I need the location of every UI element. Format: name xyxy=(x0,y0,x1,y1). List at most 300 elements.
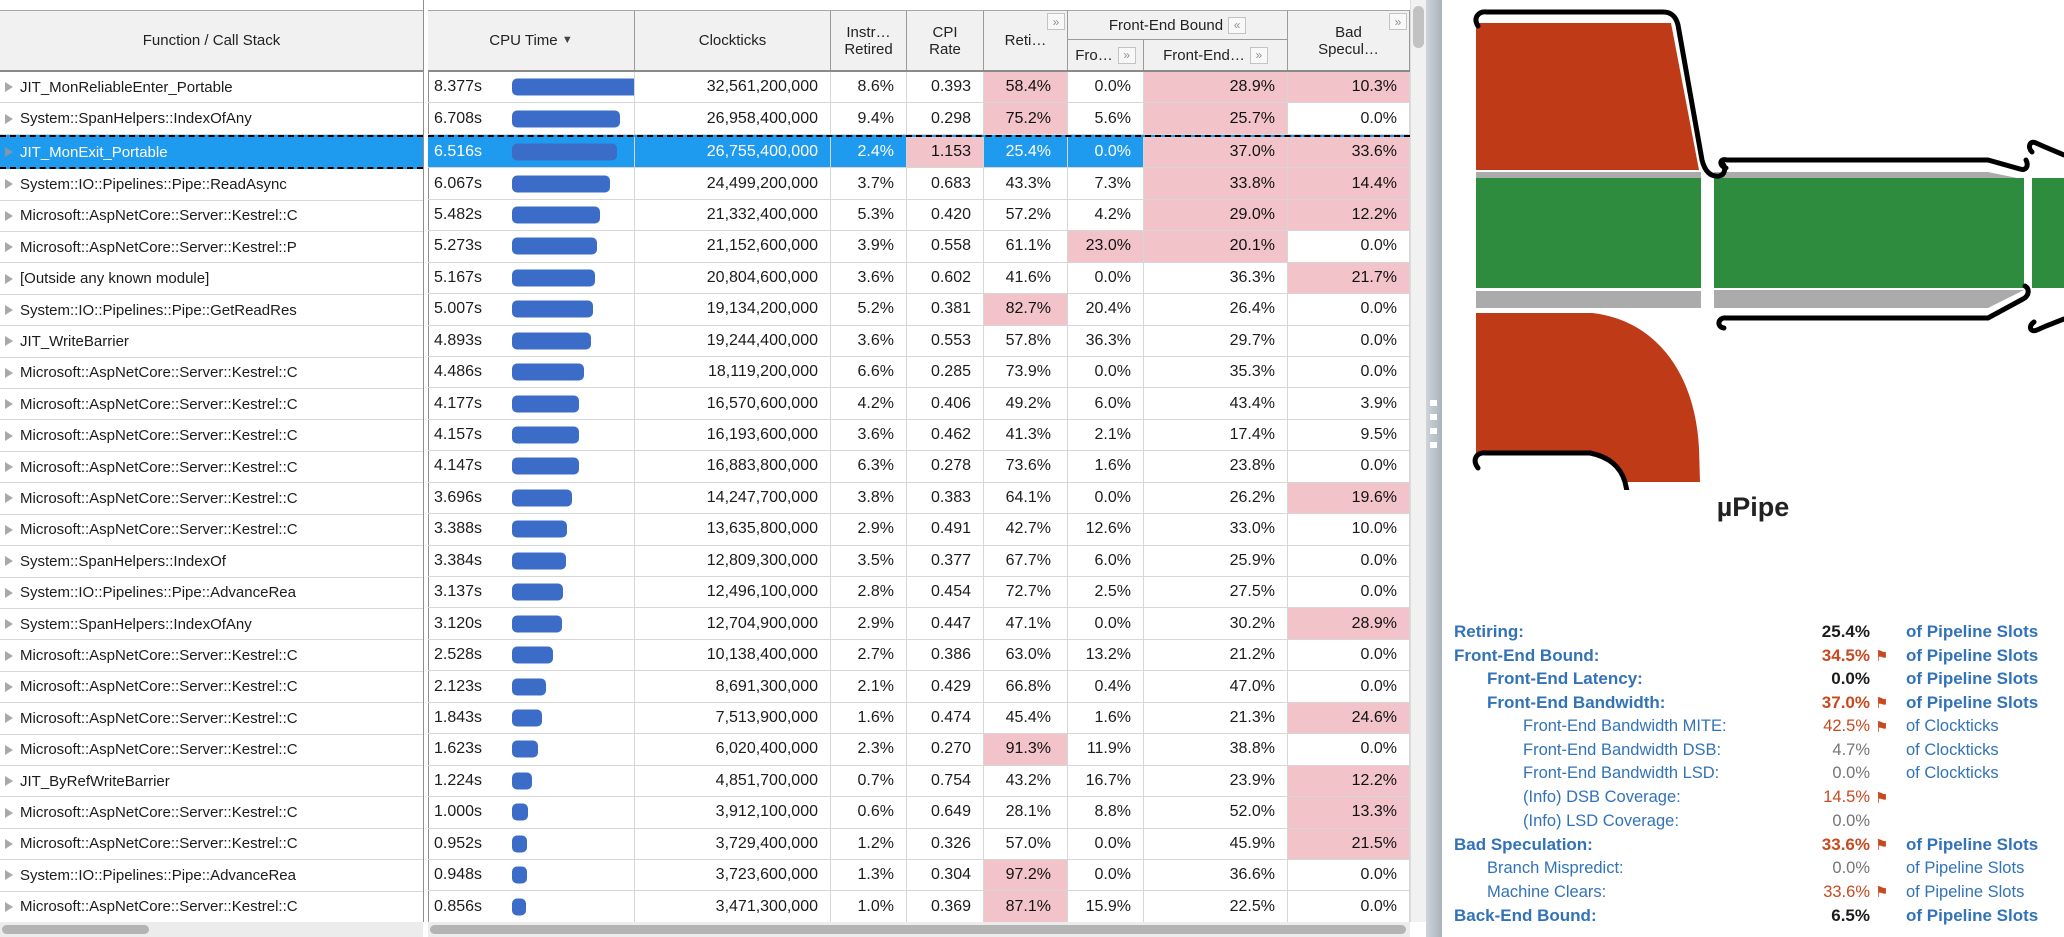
grid-hscrollbar[interactable] xyxy=(428,922,1410,937)
column-header-instructions-retired[interactable] xyxy=(831,11,907,70)
cell-cpu-time[interactable] xyxy=(428,829,635,859)
cell-instructions-retired[interactable] xyxy=(831,766,907,796)
cell-instructions-retired[interactable] xyxy=(831,891,907,921)
column-header-cpi-rate[interactable] xyxy=(907,11,984,70)
row-expander-icon[interactable] xyxy=(5,808,13,818)
cell-clockticks[interactable] xyxy=(635,546,831,576)
column-header-bad-speculation[interactable] xyxy=(1288,11,1410,70)
cell-fe-latency[interactable] xyxy=(1068,357,1144,387)
row-expander-icon[interactable] xyxy=(5,368,13,378)
function-row[interactable] xyxy=(0,420,423,451)
grid-vscrollbar-thumb[interactable] xyxy=(1413,6,1424,48)
cell-bad-speculation[interactable] xyxy=(1288,200,1410,230)
column-header-fe-latency[interactable] xyxy=(1068,40,1144,70)
cell-instructions-retired[interactable] xyxy=(831,231,907,261)
function-row[interactable] xyxy=(0,735,423,766)
cell-fe-latency[interactable] xyxy=(1068,829,1144,859)
row-expander-icon[interactable] xyxy=(5,713,13,723)
cell-instructions-retired[interactable] xyxy=(831,326,907,356)
cell-clockticks[interactable] xyxy=(635,703,831,733)
cell-cpu-time[interactable] xyxy=(428,357,635,387)
cell-fe-latency[interactable] xyxy=(1068,546,1144,576)
cell-instructions-retired[interactable] xyxy=(831,829,907,859)
cell-clockticks[interactable] xyxy=(635,797,831,827)
row-expander-icon[interactable] xyxy=(5,839,13,849)
cell-clockticks[interactable] xyxy=(635,72,831,102)
row-expander-icon[interactable] xyxy=(5,82,13,92)
cell-clockticks[interactable] xyxy=(635,577,831,607)
row-expander-icon[interactable] xyxy=(5,336,13,346)
cell-instructions-retired[interactable] xyxy=(831,200,907,230)
cell-fe-latency[interactable] xyxy=(1068,483,1144,513)
cell-retiring[interactable] xyxy=(984,357,1068,387)
cell-bad-speculation[interactable] xyxy=(1288,420,1410,450)
cell-cpi-rate[interactable] xyxy=(907,514,984,544)
row-expander-icon[interactable] xyxy=(5,305,13,315)
cell-fe-latency[interactable] xyxy=(1068,640,1144,670)
row-expander-icon[interactable] xyxy=(5,745,13,755)
cell-clockticks[interactable] xyxy=(635,263,831,293)
cell-bad-speculation[interactable] xyxy=(1288,860,1410,890)
cell-fe-latency[interactable] xyxy=(1068,263,1144,293)
cell-clockticks[interactable] xyxy=(635,671,831,701)
cell-retiring[interactable] xyxy=(984,326,1068,356)
cell-cpi-rate[interactable] xyxy=(907,103,984,133)
cell-fe-bandwidth[interactable] xyxy=(1144,263,1288,293)
row-expander-icon[interactable] xyxy=(5,619,13,629)
data-row[interactable] xyxy=(428,734,1410,765)
function-row[interactable] xyxy=(0,703,423,734)
cell-instructions-retired[interactable] xyxy=(831,294,907,324)
function-row[interactable] xyxy=(0,295,423,326)
cell-clockticks[interactable] xyxy=(635,608,831,638)
function-row[interactable] xyxy=(0,578,423,609)
function-row[interactable] xyxy=(0,169,423,200)
cell-bad-speculation[interactable] xyxy=(1288,514,1410,544)
function-row[interactable] xyxy=(0,326,423,357)
cell-fe-latency[interactable] xyxy=(1068,703,1144,733)
cell-cpu-time[interactable] xyxy=(428,326,635,356)
row-expander-icon[interactable] xyxy=(5,274,13,284)
cell-cpu-time[interactable] xyxy=(428,703,635,733)
data-row[interactable] xyxy=(428,72,1410,103)
data-row[interactable] xyxy=(428,326,1410,357)
cell-cpi-rate[interactable] xyxy=(907,891,984,921)
cell-retiring[interactable] xyxy=(984,734,1068,764)
column-header-function[interactable] xyxy=(0,11,423,72)
row-expander-icon[interactable] xyxy=(5,556,13,566)
cell-cpi-rate[interactable] xyxy=(907,388,984,418)
cell-clockticks[interactable] xyxy=(635,103,831,133)
cell-instructions-retired[interactable] xyxy=(831,640,907,670)
cell-bad-speculation[interactable] xyxy=(1288,451,1410,481)
row-expander-icon[interactable] xyxy=(5,462,13,472)
cell-retiring[interactable] xyxy=(984,388,1068,418)
data-row[interactable] xyxy=(428,451,1410,482)
cell-fe-bandwidth[interactable] xyxy=(1144,137,1288,167)
cell-clockticks[interactable] xyxy=(635,891,831,921)
cell-retiring[interactable] xyxy=(984,168,1068,198)
cell-cpi-rate[interactable] xyxy=(907,263,984,293)
function-row[interactable] xyxy=(0,797,423,828)
data-row[interactable] xyxy=(428,546,1410,577)
function-row[interactable] xyxy=(0,609,423,640)
cell-cpi-rate[interactable] xyxy=(907,640,984,670)
cell-retiring[interactable] xyxy=(984,797,1068,827)
cell-cpu-time[interactable] xyxy=(428,671,635,701)
cell-cpi-rate[interactable] xyxy=(907,860,984,890)
cell-clockticks[interactable] xyxy=(635,860,831,890)
cell-fe-latency[interactable] xyxy=(1068,294,1144,324)
cell-instructions-retired[interactable] xyxy=(831,608,907,638)
data-row[interactable] xyxy=(428,231,1410,262)
cell-fe-bandwidth[interactable] xyxy=(1144,703,1288,733)
cell-instructions-retired[interactable] xyxy=(831,451,907,481)
cell-cpu-time[interactable] xyxy=(428,388,635,418)
function-row[interactable] xyxy=(0,546,423,577)
column-header-clockticks[interactable] xyxy=(635,11,831,70)
cell-bad-speculation[interactable] xyxy=(1288,137,1410,167)
row-expander-icon[interactable] xyxy=(5,431,13,441)
cell-clockticks[interactable] xyxy=(635,766,831,796)
cell-cpi-rate[interactable] xyxy=(907,546,984,576)
cell-cpi-rate[interactable] xyxy=(907,326,984,356)
cell-bad-speculation[interactable] xyxy=(1288,357,1410,387)
data-row[interactable] xyxy=(428,860,1410,891)
cell-fe-bandwidth[interactable] xyxy=(1144,766,1288,796)
function-row[interactable] xyxy=(0,672,423,703)
function-row[interactable] xyxy=(0,263,423,294)
cell-cpi-rate[interactable] xyxy=(907,200,984,230)
cell-clockticks[interactable] xyxy=(635,294,831,324)
cell-fe-latency[interactable] xyxy=(1068,734,1144,764)
cell-cpi-rate[interactable] xyxy=(907,420,984,450)
cell-instructions-retired[interactable] xyxy=(831,797,907,827)
cell-bad-speculation[interactable] xyxy=(1288,326,1410,356)
cell-retiring[interactable] xyxy=(984,891,1068,921)
data-row[interactable] xyxy=(428,703,1410,734)
cell-fe-bandwidth[interactable] xyxy=(1144,72,1288,102)
cell-cpi-rate[interactable] xyxy=(907,483,984,513)
cell-fe-bandwidth[interactable] xyxy=(1144,577,1288,607)
function-row[interactable] xyxy=(0,766,423,797)
cell-bad-speculation[interactable] xyxy=(1288,640,1410,670)
row-expander-icon[interactable] xyxy=(5,651,13,661)
cell-cpu-time[interactable] xyxy=(428,451,635,481)
cell-cpi-rate[interactable] xyxy=(907,577,984,607)
row-expander-icon[interactable] xyxy=(5,114,13,124)
pane-splitter[interactable] xyxy=(1426,0,1442,937)
cell-cpu-time[interactable] xyxy=(428,168,635,198)
data-row[interactable] xyxy=(428,766,1410,797)
cell-cpi-rate[interactable] xyxy=(907,734,984,764)
data-row[interactable] xyxy=(428,514,1410,545)
cell-fe-bandwidth[interactable] xyxy=(1144,231,1288,261)
cell-bad-speculation[interactable] xyxy=(1288,72,1410,102)
cell-clockticks[interactable] xyxy=(635,451,831,481)
grid-hscrollbar-thumb[interactable] xyxy=(430,925,1406,934)
cell-fe-latency[interactable] xyxy=(1068,326,1144,356)
cell-cpi-rate[interactable] xyxy=(907,357,984,387)
cell-fe-latency[interactable] xyxy=(1068,766,1144,796)
row-expander-icon[interactable] xyxy=(5,242,13,252)
function-row[interactable] xyxy=(0,483,423,514)
cell-cpu-time[interactable] xyxy=(428,577,635,607)
expand-retiring-icon[interactable]: » xyxy=(1047,13,1065,30)
cell-retiring[interactable] xyxy=(984,640,1068,670)
cell-cpi-rate[interactable] xyxy=(907,294,984,324)
cell-cpi-rate[interactable] xyxy=(907,451,984,481)
cell-retiring[interactable] xyxy=(984,671,1068,701)
cell-fe-bandwidth[interactable] xyxy=(1144,168,1288,198)
column-header-retiring[interactable] xyxy=(984,11,1068,70)
row-expander-icon[interactable] xyxy=(5,870,13,880)
cell-bad-speculation[interactable] xyxy=(1288,483,1410,513)
expand-bad-spec-icon[interactable]: » xyxy=(1389,13,1407,30)
cell-bad-speculation[interactable] xyxy=(1288,294,1410,324)
data-row[interactable] xyxy=(428,103,1410,134)
cell-retiring[interactable] xyxy=(984,200,1068,230)
function-row[interactable] xyxy=(0,389,423,420)
cell-fe-bandwidth[interactable] xyxy=(1144,860,1288,890)
cell-clockticks[interactable] xyxy=(635,200,831,230)
function-row[interactable] xyxy=(0,515,423,546)
cell-fe-bandwidth[interactable] xyxy=(1144,420,1288,450)
row-expander-icon[interactable] xyxy=(5,588,13,598)
cell-retiring[interactable] xyxy=(984,766,1068,796)
cell-retiring[interactable] xyxy=(984,829,1068,859)
cell-fe-bandwidth[interactable] xyxy=(1144,357,1288,387)
cell-instructions-retired[interactable] xyxy=(831,420,907,450)
cell-instructions-retired[interactable] xyxy=(831,546,907,576)
row-expander-icon[interactable] xyxy=(5,902,13,912)
cell-cpi-rate[interactable] xyxy=(907,168,984,198)
data-row[interactable] xyxy=(428,829,1410,860)
cell-instructions-retired[interactable] xyxy=(831,514,907,544)
cell-cpu-time[interactable] xyxy=(428,420,635,450)
cell-cpi-rate[interactable] xyxy=(907,703,984,733)
cell-bad-speculation[interactable] xyxy=(1288,231,1410,261)
function-row[interactable] xyxy=(0,358,423,389)
function-row[interactable] xyxy=(0,135,423,169)
data-row[interactable] xyxy=(428,640,1410,671)
cell-clockticks[interactable] xyxy=(635,326,831,356)
column-header-fe-bandwidth[interactable] xyxy=(1144,40,1288,70)
expand-fe-latency-icon[interactable]: » xyxy=(1118,47,1136,64)
cell-cpu-time[interactable] xyxy=(428,860,635,890)
data-row[interactable] xyxy=(428,357,1410,388)
cell-fe-bandwidth[interactable] xyxy=(1144,451,1288,481)
cell-cpi-rate[interactable] xyxy=(907,137,984,167)
function-row[interactable] xyxy=(0,72,423,103)
data-row[interactable] xyxy=(428,608,1410,639)
cell-bad-speculation[interactable] xyxy=(1288,388,1410,418)
cell-retiring[interactable] xyxy=(984,137,1068,167)
cell-fe-bandwidth[interactable] xyxy=(1144,734,1288,764)
cell-retiring[interactable] xyxy=(984,103,1068,133)
cell-bad-speculation[interactable] xyxy=(1288,263,1410,293)
data-row[interactable] xyxy=(428,577,1410,608)
cell-cpu-time[interactable] xyxy=(428,546,635,576)
cell-instructions-retired[interactable] xyxy=(831,357,907,387)
data-row[interactable] xyxy=(428,294,1410,325)
cell-bad-speculation[interactable] xyxy=(1288,103,1410,133)
function-row[interactable] xyxy=(0,103,423,134)
collapse-front-end-icon[interactable]: « xyxy=(1228,17,1246,34)
cell-fe-bandwidth[interactable] xyxy=(1144,103,1288,133)
cell-cpu-time[interactable] xyxy=(428,797,635,827)
cell-retiring[interactable] xyxy=(984,703,1068,733)
cell-cpu-time[interactable] xyxy=(428,483,635,513)
cell-fe-bandwidth[interactable] xyxy=(1144,326,1288,356)
cell-fe-latency[interactable] xyxy=(1068,137,1144,167)
cell-cpu-time[interactable] xyxy=(428,263,635,293)
cell-instructions-retired[interactable] xyxy=(831,388,907,418)
cell-instructions-retired[interactable] xyxy=(831,137,907,167)
cell-retiring[interactable] xyxy=(984,608,1068,638)
function-pane-hscrollbar[interactable] xyxy=(0,922,423,937)
cell-fe-bandwidth[interactable] xyxy=(1144,891,1288,921)
column-group-front-end-bound[interactable] xyxy=(1068,11,1288,40)
row-expander-icon[interactable] xyxy=(5,147,13,157)
cell-clockticks[interactable] xyxy=(635,137,831,167)
row-expander-icon[interactable] xyxy=(5,776,13,786)
cell-retiring[interactable] xyxy=(984,231,1068,261)
cell-cpi-rate[interactable] xyxy=(907,231,984,261)
cell-cpi-rate[interactable] xyxy=(907,671,984,701)
cell-fe-latency[interactable] xyxy=(1068,514,1144,544)
row-expander-icon[interactable] xyxy=(5,493,13,503)
cell-cpu-time[interactable] xyxy=(428,734,635,764)
cell-retiring[interactable] xyxy=(984,451,1068,481)
row-expander-icon[interactable] xyxy=(5,682,13,692)
row-expander-icon[interactable] xyxy=(5,399,13,409)
cell-instructions-retired[interactable] xyxy=(831,483,907,513)
cell-cpu-time[interactable] xyxy=(428,608,635,638)
cell-bad-speculation[interactable] xyxy=(1288,703,1410,733)
cell-clockticks[interactable] xyxy=(635,168,831,198)
cell-cpu-time[interactable] xyxy=(428,137,635,167)
cell-clockticks[interactable] xyxy=(635,388,831,418)
cell-cpu-time[interactable] xyxy=(428,766,635,796)
cell-bad-speculation[interactable] xyxy=(1288,797,1410,827)
cell-fe-latency[interactable] xyxy=(1068,577,1144,607)
cell-fe-bandwidth[interactable] xyxy=(1144,200,1288,230)
cell-bad-speculation[interactable] xyxy=(1288,766,1410,796)
cell-fe-latency[interactable] xyxy=(1068,200,1144,230)
function-row[interactable] xyxy=(0,860,423,891)
data-row[interactable] xyxy=(428,891,1410,922)
row-expander-icon[interactable] xyxy=(5,179,13,189)
cell-clockticks[interactable] xyxy=(635,483,831,513)
cell-cpu-time[interactable] xyxy=(428,294,635,324)
cell-bad-speculation[interactable] xyxy=(1288,829,1410,859)
cell-instructions-retired[interactable] xyxy=(831,263,907,293)
cell-clockticks[interactable] xyxy=(635,734,831,764)
cell-clockticks[interactable] xyxy=(635,231,831,261)
cell-fe-latency[interactable] xyxy=(1068,420,1144,450)
cell-fe-bandwidth[interactable] xyxy=(1144,797,1288,827)
cell-fe-latency[interactable] xyxy=(1068,891,1144,921)
cell-bad-speculation[interactable] xyxy=(1288,734,1410,764)
function-row[interactable] xyxy=(0,640,423,671)
cell-fe-latency[interactable] xyxy=(1068,608,1144,638)
cell-cpu-time[interactable] xyxy=(428,200,635,230)
cell-bad-speculation[interactable] xyxy=(1288,891,1410,921)
cell-retiring[interactable] xyxy=(984,72,1068,102)
cell-fe-bandwidth[interactable] xyxy=(1144,483,1288,513)
cell-fe-bandwidth[interactable] xyxy=(1144,640,1288,670)
data-row[interactable] xyxy=(428,671,1410,702)
cell-cpu-time[interactable] xyxy=(428,891,635,921)
cell-cpu-time[interactable] xyxy=(428,231,635,261)
function-row[interactable] xyxy=(0,201,423,232)
cell-cpi-rate[interactable] xyxy=(907,72,984,102)
cell-retiring[interactable] xyxy=(984,577,1068,607)
data-row[interactable] xyxy=(428,263,1410,294)
cell-fe-latency[interactable] xyxy=(1068,671,1144,701)
cell-retiring[interactable] xyxy=(984,294,1068,324)
cell-clockticks[interactable] xyxy=(635,420,831,450)
cell-fe-latency[interactable] xyxy=(1068,231,1144,261)
cell-instructions-retired[interactable] xyxy=(831,103,907,133)
function-row[interactable] xyxy=(0,829,423,860)
function-row[interactable] xyxy=(0,452,423,483)
cell-cpu-time[interactable] xyxy=(428,103,635,133)
cell-retiring[interactable] xyxy=(984,546,1068,576)
cell-bad-speculation[interactable] xyxy=(1288,671,1410,701)
cell-fe-latency[interactable] xyxy=(1068,168,1144,198)
function-pane-hscrollbar-thumb[interactable] xyxy=(2,925,149,934)
cell-instructions-retired[interactable] xyxy=(831,577,907,607)
data-row[interactable] xyxy=(428,200,1410,231)
data-row[interactable] xyxy=(428,168,1410,199)
cell-cpu-time[interactable] xyxy=(428,640,635,670)
cell-instructions-retired[interactable] xyxy=(831,671,907,701)
cell-cpi-rate[interactable] xyxy=(907,797,984,827)
grid-vscrollbar[interactable] xyxy=(1410,0,1427,922)
cell-fe-bandwidth[interactable] xyxy=(1144,514,1288,544)
cell-clockticks[interactable] xyxy=(635,357,831,387)
cell-bad-speculation[interactable] xyxy=(1288,546,1410,576)
cell-fe-bandwidth[interactable] xyxy=(1144,608,1288,638)
column-header-cpu-time[interactable] xyxy=(428,11,635,70)
cell-fe-bandwidth[interactable] xyxy=(1144,546,1288,576)
cell-fe-latency[interactable] xyxy=(1068,103,1144,133)
cell-fe-latency[interactable] xyxy=(1068,72,1144,102)
row-expander-icon[interactable] xyxy=(5,525,13,535)
data-row[interactable] xyxy=(428,388,1410,419)
cell-instructions-retired[interactable] xyxy=(831,703,907,733)
cell-fe-latency[interactable] xyxy=(1068,388,1144,418)
cell-cpu-time[interactable] xyxy=(428,514,635,544)
cell-instructions-retired[interactable] xyxy=(831,168,907,198)
data-row[interactable] xyxy=(428,797,1410,828)
cell-bad-speculation[interactable] xyxy=(1288,608,1410,638)
cell-retiring[interactable] xyxy=(984,860,1068,890)
cell-retiring[interactable] xyxy=(984,483,1068,513)
data-row[interactable] xyxy=(428,420,1410,451)
cell-fe-bandwidth[interactable] xyxy=(1144,829,1288,859)
cell-cpi-rate[interactable] xyxy=(907,766,984,796)
cell-cpi-rate[interactable] xyxy=(907,829,984,859)
data-row[interactable] xyxy=(428,483,1410,514)
row-expander-icon[interactable] xyxy=(5,211,13,221)
cell-fe-bandwidth[interactable] xyxy=(1144,294,1288,324)
function-row[interactable] xyxy=(0,892,423,923)
cell-bad-speculation[interactable] xyxy=(1288,577,1410,607)
cell-instructions-retired[interactable] xyxy=(831,860,907,890)
